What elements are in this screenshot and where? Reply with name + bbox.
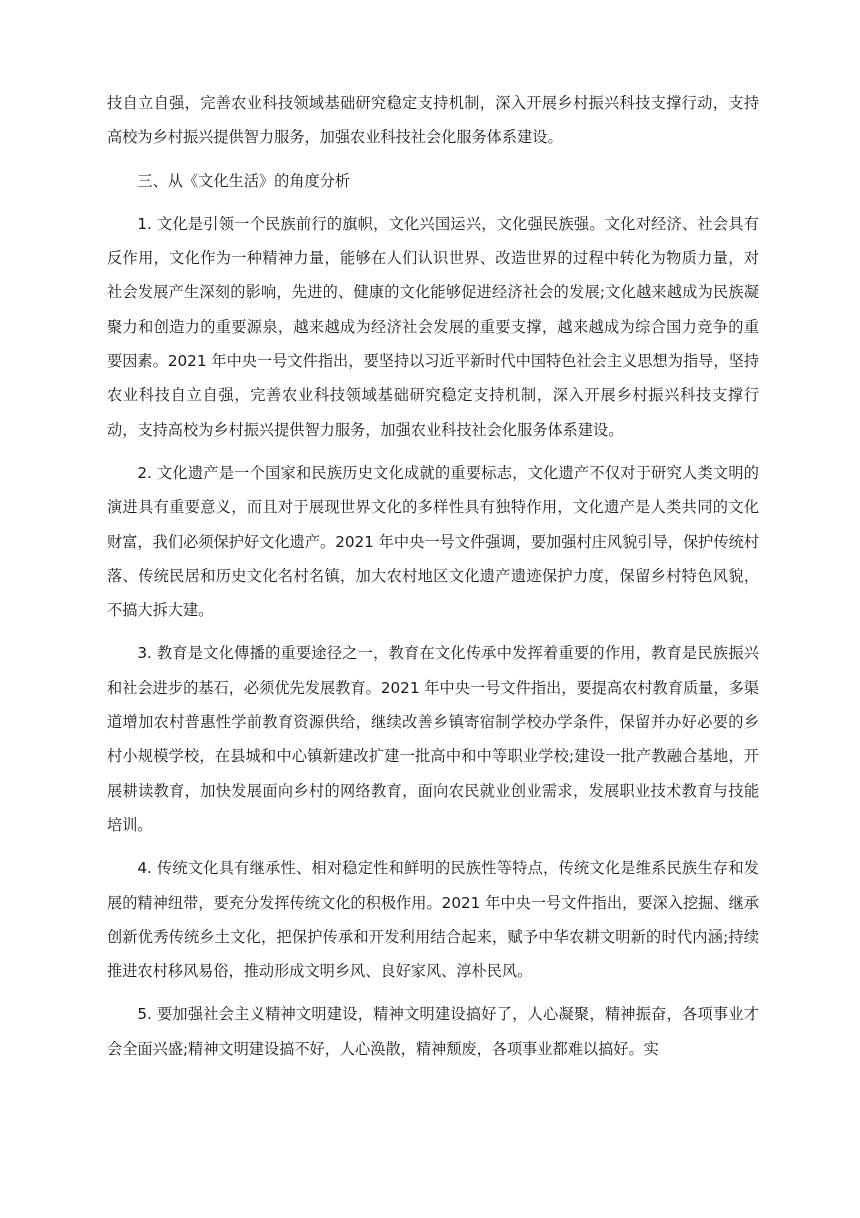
paragraph-5: 5. 要加强社会主义精神文明建设，精神文明建设搞好了，人心凝聚，精神振奋，各项事业才会全面兴盛;精神文明建设搞不好，人心涣散，精神颓废，各项事业都难以搞好。实 [107, 1005, 759, 1058]
paragraph-4: 4. 传统文化具有继承性、相对稳定性和鲜明的民族性等特点，传统文化是维系民族生存和发展的精神纽带，要充分发挥传统文化的积极作用。2021 年中央一号文件指出，要深入挖掘、继承创新优秀传统乡土文化，把保护传承和开发利用结合起来，赋予中华农耕文明新的时代内涵;持续推进农村移风易俗，推动形成文明乡风、良好家风、淳朴民风。 [107, 859, 759, 981]
document-page [107, 86, 759, 1066]
paragraph-continuation: 技自立自强，完善农业科技领域基础研究稳定支持机制，深入开展乡村振兴科技支撑行动，支持高校为乡村振兴提供智力服务，加强农业科技社会化服务体系建设。 [107, 94, 759, 147]
section-heading: 三、从《文化生活》的角度分析 [137, 171, 351, 190]
paragraph-2: 2. 文化遗产是一个国家和民族历史文化成就的重要标志，文化遗产不仅对于研究人类文明的演进具有重要意义，而且对于展现世界文化的多样性具有独特作用，文化遗产是人类共同的文化财富，我们必须保护好文化遗产。2021 年中央一号文件强调，要加强村庄风貌引导，保护传统村落、传统民居和历史文化名村名镇，加大农村地区文化遗产遗迹保护力度，保留乡村特色风貌，不搞大拆大建。 [107, 463, 759, 620]
paragraph-3: 3. 教育是文化傳播的重要途径之一，教育在文化传承中发挥着重要的作用，教育是民族振兴和社会进步的基石，必须优先发展教育。2021 年中央一号文件指出，要提高农村教育质量，多渠道增加农村普惠性学前教育资源供给，继续改善乡镇寄宿制学校办学条件，保留并办好必要的乡村小规模学校，在县城和中心镇新建改扩建一批高中和中等职业学校;建设一批产教融合基地，开展耕读教育，加快发展面向乡村的网络教育，面向农民就业创业需求，发展职业技术教育与技能培训。 [107, 644, 759, 834]
paragraph-1: 1. 文化是引领一个民族前行的旗帜，文化兴国运兴，文化强民族强。文化对经济、社会具有反作用，文化作为一种精神力量，能够在人们认识世界、改造世界的过程中转化为物质力量，对社会发展产生深刻的影响，先进的、健康的文化能够促进经济社会的发展;文化越来越成为民族凝聚力和创造力的重要源泉，越来越成为经济社会发展的重要支撑，越来越成为综合国力竞争的重要因素。2021 年中央一号文件指出，要坚持以习近平新时代中国特色社会主义思想为指导，坚持农业科技自立自强，完善农业科技领域基础研究稳定支持机制，深入开展乡村振兴科技支撑行动，支持高校为乡村振兴提供智力服务，加强农业科技社会化服务体系建设。 [107, 214, 759, 439]
